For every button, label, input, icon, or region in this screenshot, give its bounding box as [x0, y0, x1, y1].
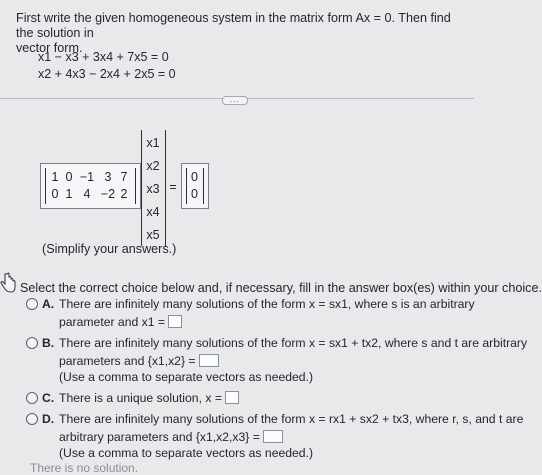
choice-d-text: There are infinitely many solutions of the form x = rx1 + sx2 + tx3, where r, s, and t are: [59, 412, 524, 426]
choice-d-radio[interactable]: [26, 413, 38, 425]
matrix-a-cell: 0: [65, 170, 73, 184]
vector-x-entry: x2: [146, 159, 160, 173]
equation-2: x2 + 4x3 − 2x4 + 2x5 = 0: [38, 67, 176, 81]
choice-d-line2-wrap: [59, 430, 283, 445]
choice-b-radio[interactable]: [26, 337, 38, 349]
equation-1: x1 − x3 + 3x4 + 7x5 = 0: [38, 50, 169, 64]
choice-e-cutoff: There is no solution.: [30, 461, 139, 475]
vector-x: [141, 130, 166, 246]
choice-b-hint: (Use a comma to separate vectors as needed.): [59, 370, 314, 384]
choice-a-text: There are infinitely many solutions of the form x = sx1, where s is an arbitrary: [59, 297, 475, 311]
choice-b-line2-wrap: [59, 354, 219, 369]
matrix-a-cell: 4: [83, 187, 91, 201]
zero-vector-answer-box[interactable]: [181, 163, 209, 209]
choice-d-line2: arbitrary parameters and {x1,x2,x3} =: [59, 430, 260, 444]
expand-more-button[interactable]: ...: [222, 96, 248, 105]
matrix-a-cell: 1: [51, 170, 59, 184]
choice-d-answer-box[interactable]: [263, 430, 283, 443]
choice-a-line2: parameter and x1 =: [59, 315, 166, 329]
vector-zero-entry: 0: [191, 187, 198, 201]
matrix-a-cell: −1: [79, 170, 95, 184]
matrix-a-cell: 0: [51, 187, 59, 201]
select-instruction: Select the correct choice below and, if necessary, fill in the answer box(es) within your choice.: [20, 281, 542, 295]
matrix-a-cell: 3: [104, 170, 112, 184]
prompt-line-2: vector form.: [16, 41, 83, 55]
choice-d[interactable]: [26, 412, 524, 462]
matrix-a: [45, 168, 136, 204]
matrix-a-answer-box[interactable]: [40, 163, 141, 209]
matrix-a-cell: −2: [100, 187, 116, 201]
prompt-line-1: First write the given homogeneous system in the matrix form Ax = 0. Then find the solution in: [16, 11, 451, 40]
choice-c-line-wrap: [59, 391, 239, 406]
vector-zero: [186, 168, 204, 204]
vector-zero-entry: 0: [191, 170, 198, 184]
vector-x-entry: x4: [146, 205, 160, 219]
choice-a-radio[interactable]: [26, 298, 38, 310]
choice-c-radio[interactable]: [26, 392, 38, 404]
choice-b-line2: parameters and {x1,x2} =: [59, 354, 196, 368]
hand-cursor-icon: [0, 272, 16, 294]
choice-a-line2-wrap: [59, 315, 182, 330]
vector-x-entry: x5: [146, 228, 160, 242]
simplify-note: (Simplify your answers.): [42, 242, 177, 256]
choice-a[interactable]: [26, 297, 475, 331]
choice-c-letter: C.: [42, 391, 55, 405]
choice-c-text: There is a unique solution, x =: [59, 391, 222, 405]
choice-d-hint: (Use a comma to separate vectors as needed.): [59, 446, 314, 460]
matrix-a-cell: 1: [65, 187, 73, 201]
choice-a-letter: A.: [42, 297, 55, 311]
equals-sign: =: [169, 180, 177, 194]
choice-b[interactable]: [26, 336, 528, 386]
vector-x-entry: x1: [146, 136, 160, 150]
choice-b-text: There are infinitely many solutions of the form x = sx1 + tx2, where s and t are arbitrary: [59, 336, 528, 350]
vector-x-entry: x3: [146, 182, 160, 196]
choice-a-answer-box[interactable]: [168, 315, 182, 328]
choice-b-letter: B.: [42, 336, 55, 350]
matrix-a-cell: 2: [120, 187, 128, 201]
choice-d-letter: D.: [42, 412, 55, 426]
choice-c[interactable]: [26, 391, 466, 409]
choice-b-answer-box[interactable]: [199, 354, 219, 367]
matrix-a-cell: 7: [120, 170, 128, 184]
choice-c-answer-box[interactable]: [225, 391, 239, 404]
